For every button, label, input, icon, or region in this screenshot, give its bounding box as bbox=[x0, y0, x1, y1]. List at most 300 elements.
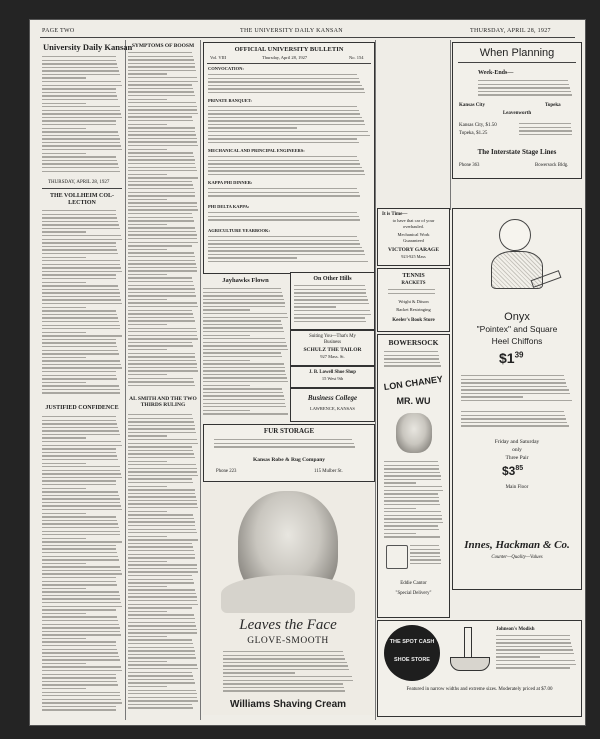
text-line bbox=[128, 482, 193, 483]
spot-cash-logo-text: SHOE STORE bbox=[394, 657, 430, 663]
text-line bbox=[42, 314, 117, 315]
williams-subheadline: GLOVE-SMOOTH bbox=[247, 636, 329, 646]
text-line bbox=[294, 289, 366, 290]
newspaper-page bbox=[30, 20, 585, 725]
schulz-name: SCHULZ THE TAILOR bbox=[303, 347, 362, 353]
text-line bbox=[128, 586, 167, 587]
editorial-text bbox=[42, 210, 122, 400]
text-line bbox=[128, 245, 192, 246]
text-line bbox=[208, 138, 357, 139]
text-line bbox=[42, 692, 120, 693]
editorial-heading: SYMPTOMS OF BOOSM bbox=[131, 43, 195, 49]
shoe-shop-name: J. B. Lowell Shoe Shop bbox=[309, 370, 356, 375]
text-line bbox=[42, 239, 122, 240]
text-line bbox=[203, 335, 250, 336]
text-line bbox=[496, 639, 570, 640]
text-line bbox=[128, 242, 198, 243]
text-line bbox=[128, 77, 197, 78]
spot-cash-logo-image bbox=[384, 625, 440, 681]
text-line bbox=[42, 246, 116, 247]
text-line bbox=[42, 77, 86, 78]
text-line bbox=[223, 680, 353, 681]
text-line bbox=[42, 210, 116, 211]
text-line bbox=[128, 385, 195, 386]
store-tagline: Counter—Quality—Values bbox=[491, 555, 543, 560]
text-line bbox=[128, 199, 167, 200]
text-line bbox=[42, 520, 117, 521]
text-line bbox=[203, 327, 283, 328]
text-line bbox=[384, 508, 416, 509]
text-line bbox=[496, 664, 576, 665]
text-line bbox=[42, 545, 116, 546]
text-line bbox=[128, 363, 197, 364]
fur-storage-phone: Phone 223 bbox=[216, 469, 237, 474]
text-line bbox=[203, 360, 250, 361]
text-line bbox=[128, 529, 196, 530]
text-line bbox=[128, 697, 197, 698]
bulletin-title: OFFICIAL UNIVERSITY BULLETIN bbox=[234, 46, 344, 53]
text-line bbox=[208, 160, 359, 161]
text-line bbox=[128, 532, 197, 533]
text-line bbox=[128, 604, 198, 605]
text-line bbox=[42, 160, 117, 161]
text-line bbox=[208, 88, 364, 89]
text-line bbox=[208, 240, 359, 241]
text-line bbox=[42, 120, 116, 121]
bowersock-subtitle: MR. WU bbox=[396, 396, 431, 406]
masthead-staff bbox=[42, 56, 122, 176]
onyx-title: Onyx bbox=[504, 311, 530, 323]
text-line bbox=[128, 461, 167, 462]
editorial-text bbox=[42, 416, 122, 716]
text-line bbox=[42, 103, 86, 104]
text-line bbox=[42, 473, 121, 474]
text-line bbox=[128, 360, 196, 361]
text-line bbox=[42, 117, 122, 118]
text-line bbox=[496, 646, 572, 647]
schulz-address: 927 Mass. St. bbox=[320, 354, 345, 359]
text-line bbox=[42, 360, 120, 361]
text-line bbox=[42, 531, 120, 532]
text-line bbox=[294, 317, 365, 318]
text-line bbox=[42, 378, 117, 379]
text-line bbox=[128, 141, 197, 142]
shoe-illustration-image bbox=[450, 627, 490, 673]
text-line bbox=[128, 661, 167, 662]
business-college-city: LAWRENCE, KANSAS bbox=[310, 406, 355, 411]
text-line bbox=[410, 556, 440, 557]
text-line bbox=[410, 549, 440, 550]
tennis-subtitle: RACKETS bbox=[401, 281, 426, 286]
text-line bbox=[128, 511, 167, 512]
spot-cash-footer: Featured in narrow widths and extreme sizes. Moderately priced at $7.00 bbox=[406, 687, 553, 692]
text-line bbox=[128, 252, 194, 253]
text-line bbox=[128, 546, 193, 547]
text-line bbox=[208, 174, 365, 175]
text-line bbox=[42, 695, 120, 696]
text-line bbox=[42, 416, 116, 417]
text-line bbox=[478, 87, 570, 88]
editorial-text bbox=[128, 52, 198, 392]
text-line bbox=[128, 614, 194, 615]
bowersock-ad bbox=[377, 334, 450, 618]
text-line bbox=[128, 66, 195, 67]
text-line bbox=[208, 156, 357, 157]
text-line bbox=[128, 675, 193, 676]
text-line bbox=[384, 493, 438, 494]
fur-storage-ad bbox=[203, 424, 375, 482]
price-cents: 85 bbox=[515, 465, 524, 472]
text-line bbox=[128, 564, 197, 565]
text-line bbox=[384, 500, 439, 501]
text-line bbox=[42, 296, 120, 297]
text-line bbox=[128, 73, 167, 74]
price-cents: 39 bbox=[514, 350, 524, 360]
text-line bbox=[42, 156, 116, 157]
text-line bbox=[42, 135, 119, 136]
text-line bbox=[208, 170, 364, 171]
text-line bbox=[461, 386, 567, 387]
victory-garage-name: VICTORY GARAGE bbox=[388, 247, 439, 253]
text-line bbox=[128, 249, 167, 250]
text-line bbox=[42, 699, 121, 700]
text-line bbox=[42, 357, 86, 358]
text-line bbox=[384, 518, 442, 519]
route-kansas-city: Kansas City bbox=[459, 103, 485, 108]
text-line bbox=[42, 684, 118, 685]
text-line bbox=[42, 217, 117, 218]
text-line bbox=[42, 142, 120, 143]
text-line bbox=[128, 167, 196, 168]
text-line bbox=[128, 177, 198, 178]
text-line bbox=[42, 634, 121, 635]
editorial-heading: JUSTIFIED CONFIDENCE bbox=[45, 405, 119, 411]
text-line bbox=[208, 212, 357, 213]
text-line bbox=[42, 513, 86, 514]
text-line bbox=[128, 561, 167, 562]
fare-kansas-city: Kansas City, $1.50 bbox=[459, 123, 497, 128]
text-line bbox=[128, 500, 197, 501]
spot-cash-logo-text: THE SPOT CASH bbox=[389, 639, 435, 645]
bowersock-feature: Eddie Cantor bbox=[400, 581, 427, 586]
fare-topeka: Topeka, $1.25 bbox=[459, 131, 488, 136]
text-line bbox=[128, 693, 197, 694]
text-line bbox=[128, 414, 192, 415]
bulletin-item: CONVOCATION: bbox=[208, 66, 244, 71]
text-line bbox=[128, 91, 194, 92]
text-line bbox=[128, 116, 192, 117]
text-line bbox=[128, 234, 197, 235]
masthead-date: THURSDAY, APRIL 28, 1927 bbox=[48, 180, 110, 185]
text-line bbox=[128, 378, 193, 379]
text-line bbox=[128, 310, 192, 311]
text-line bbox=[128, 525, 195, 526]
text-line bbox=[42, 317, 118, 318]
text-line bbox=[42, 214, 116, 215]
text-line bbox=[128, 170, 197, 171]
text-line bbox=[384, 536, 440, 537]
text-line bbox=[128, 450, 193, 451]
text-line bbox=[42, 138, 120, 139]
text-line bbox=[128, 295, 196, 296]
text-line bbox=[384, 522, 443, 523]
text-line bbox=[223, 658, 345, 659]
text-line bbox=[384, 490, 443, 491]
text-line bbox=[42, 509, 122, 510]
text-line bbox=[42, 484, 116, 485]
text-line bbox=[42, 631, 120, 632]
text-line bbox=[128, 102, 196, 103]
text-line bbox=[128, 349, 167, 350]
text-line bbox=[128, 518, 194, 519]
text-line bbox=[42, 231, 86, 232]
text-line bbox=[128, 84, 192, 85]
text-line bbox=[128, 557, 195, 558]
text-line bbox=[42, 163, 118, 164]
text-line bbox=[128, 217, 193, 218]
text-line bbox=[203, 363, 284, 364]
text-line bbox=[42, 591, 119, 592]
text-line bbox=[42, 613, 86, 614]
text-line bbox=[208, 195, 360, 196]
text-line bbox=[128, 206, 197, 207]
text-line bbox=[128, 672, 192, 673]
text-line bbox=[42, 113, 121, 114]
editorial-text bbox=[128, 414, 198, 716]
text-line bbox=[42, 477, 122, 478]
text-line bbox=[128, 478, 192, 479]
text-line bbox=[42, 224, 119, 225]
text-line bbox=[208, 257, 297, 258]
text-line bbox=[42, 681, 117, 682]
text-line bbox=[208, 85, 362, 86]
text-line bbox=[478, 91, 571, 92]
text-line bbox=[203, 292, 282, 293]
text-line bbox=[42, 448, 116, 449]
text-line bbox=[461, 411, 564, 412]
text-line bbox=[128, 636, 167, 637]
text-line bbox=[42, 278, 116, 279]
bowersock-movie: LON CHANEY bbox=[383, 373, 444, 393]
text-line bbox=[384, 486, 442, 487]
text-line bbox=[42, 606, 122, 607]
tennis-title: TENNIS bbox=[402, 273, 425, 279]
text-line bbox=[388, 289, 435, 290]
text-line bbox=[42, 353, 119, 354]
text-line bbox=[128, 70, 196, 71]
text-line bbox=[42, 656, 119, 657]
text-line bbox=[42, 332, 86, 333]
text-line bbox=[42, 106, 120, 107]
text-line bbox=[128, 657, 196, 658]
text-line bbox=[42, 706, 116, 707]
text-line bbox=[128, 668, 198, 669]
offer-floor: Main Floor bbox=[505, 485, 529, 490]
text-line bbox=[42, 445, 122, 446]
text-line bbox=[461, 379, 565, 380]
text-line bbox=[128, 679, 194, 680]
text-line bbox=[128, 256, 195, 257]
text-line bbox=[42, 350, 118, 351]
text-line bbox=[128, 270, 197, 271]
victory-garage-address: 923-925 Mass bbox=[401, 254, 426, 259]
text-line bbox=[478, 80, 568, 81]
text-line bbox=[208, 163, 360, 164]
text-line bbox=[42, 523, 118, 524]
text-line bbox=[384, 515, 442, 516]
text-line bbox=[384, 362, 440, 363]
text-line bbox=[42, 392, 120, 393]
text-line bbox=[42, 670, 122, 671]
text-line bbox=[128, 134, 196, 135]
text-line bbox=[42, 335, 122, 336]
text-line bbox=[42, 264, 120, 265]
text-line bbox=[128, 292, 195, 293]
text-line bbox=[42, 289, 119, 290]
text-line bbox=[42, 709, 116, 710]
text-line bbox=[128, 342, 192, 343]
bulletin-item: PRIVATE BANQUET: bbox=[208, 98, 252, 103]
text-line bbox=[42, 677, 116, 678]
text-line bbox=[42, 527, 119, 528]
text-line bbox=[461, 400, 572, 401]
fur-storage-title: FUR STORAGE bbox=[263, 427, 315, 435]
tennis-store: Keeler's Book Store bbox=[392, 318, 435, 323]
text-line bbox=[128, 263, 196, 264]
text-line bbox=[128, 331, 197, 332]
text-line bbox=[384, 358, 439, 359]
editorial-heading: THE VOLLHEIM COL- LECTION bbox=[49, 193, 115, 206]
text-line bbox=[128, 521, 195, 522]
text-line bbox=[128, 267, 197, 268]
text-line bbox=[128, 575, 192, 576]
text-line bbox=[42, 616, 117, 617]
other-hills bbox=[290, 272, 375, 330]
text-line bbox=[42, 235, 121, 236]
text-line bbox=[384, 475, 441, 476]
text-line bbox=[294, 299, 368, 300]
text-line bbox=[128, 600, 197, 601]
text-line bbox=[384, 465, 439, 466]
text-line bbox=[128, 370, 198, 371]
text-line bbox=[294, 310, 370, 311]
text-line bbox=[42, 321, 119, 322]
text-line bbox=[128, 471, 197, 472]
text-line bbox=[128, 582, 194, 583]
text-line bbox=[388, 293, 435, 294]
text-line bbox=[42, 128, 86, 129]
text-line bbox=[42, 516, 116, 517]
text-line bbox=[42, 548, 116, 549]
text-line bbox=[128, 313, 193, 314]
text-line bbox=[128, 507, 198, 508]
text-line bbox=[223, 665, 348, 666]
text-line bbox=[128, 188, 194, 189]
text-line bbox=[128, 195, 195, 196]
text-line bbox=[208, 243, 360, 244]
text-line bbox=[128, 356, 195, 357]
victory-line: It is Time— bbox=[382, 212, 408, 217]
business-college-ad bbox=[290, 388, 375, 422]
shoe-shop-ad bbox=[290, 366, 375, 388]
text-line bbox=[128, 650, 195, 651]
text-line bbox=[203, 295, 283, 296]
victory-line: Guaranteed bbox=[403, 238, 424, 243]
text-line bbox=[384, 482, 416, 483]
text-line bbox=[384, 497, 439, 498]
movie-still-image bbox=[396, 413, 432, 453]
text-line bbox=[203, 356, 282, 357]
text-line bbox=[203, 352, 281, 353]
text-line bbox=[208, 142, 359, 143]
text-line bbox=[128, 224, 167, 225]
text-line bbox=[42, 274, 116, 275]
text-line bbox=[223, 669, 349, 670]
text-line bbox=[208, 110, 359, 111]
text-line bbox=[128, 554, 195, 555]
bulletin-item: AGRICULTURE YEARBOOK: bbox=[208, 228, 271, 233]
text-line bbox=[128, 596, 197, 597]
text-line bbox=[42, 221, 118, 222]
text-line bbox=[128, 611, 167, 612]
editorial-heading: AL SMITH AND THE TWO THIRDS RULING bbox=[129, 396, 197, 409]
text-line bbox=[208, 124, 365, 125]
text-line bbox=[128, 52, 192, 53]
text-line bbox=[42, 328, 120, 329]
text-line bbox=[496, 649, 573, 650]
text-line bbox=[128, 374, 167, 375]
text-line bbox=[42, 459, 118, 460]
text-line bbox=[294, 292, 366, 293]
text-line bbox=[128, 643, 193, 644]
offer-price bbox=[502, 465, 523, 478]
text-line bbox=[42, 385, 119, 386]
text-line bbox=[496, 660, 575, 661]
bulletin-item: MECHANICAL AND PRINCIPAL ENGINEERS: bbox=[208, 148, 305, 153]
text-line bbox=[42, 110, 120, 111]
text-line bbox=[42, 56, 116, 57]
text-line bbox=[208, 127, 297, 128]
text-line bbox=[42, 420, 116, 421]
other-hills-title: On Other Hills bbox=[313, 276, 352, 282]
text-line bbox=[42, 488, 86, 489]
williams-brand: Williams Shaving Cream bbox=[229, 699, 347, 710]
text-line bbox=[42, 171, 120, 172]
text-line bbox=[128, 446, 192, 447]
text-line bbox=[128, 571, 198, 572]
text-line bbox=[128, 425, 195, 426]
text-line bbox=[128, 260, 195, 261]
text-line bbox=[203, 392, 283, 393]
text-line bbox=[128, 138, 197, 139]
text-line bbox=[42, 153, 86, 154]
jayhawks-heading: Jayhawks Flown bbox=[222, 277, 269, 284]
text-line bbox=[461, 393, 570, 394]
planning-subtitle: Week-Ends— bbox=[478, 70, 514, 76]
text-line bbox=[128, 328, 196, 329]
text-line bbox=[128, 120, 193, 121]
text-line bbox=[208, 117, 362, 118]
text-line bbox=[128, 288, 195, 289]
text-line bbox=[128, 231, 196, 232]
text-line bbox=[128, 453, 194, 454]
stage-lines-ad bbox=[452, 42, 582, 179]
text-line bbox=[384, 511, 441, 512]
text-line bbox=[128, 213, 192, 214]
text-line bbox=[203, 313, 287, 314]
onyx-line: Heel Chiffons bbox=[491, 336, 543, 346]
text-line bbox=[42, 242, 116, 243]
